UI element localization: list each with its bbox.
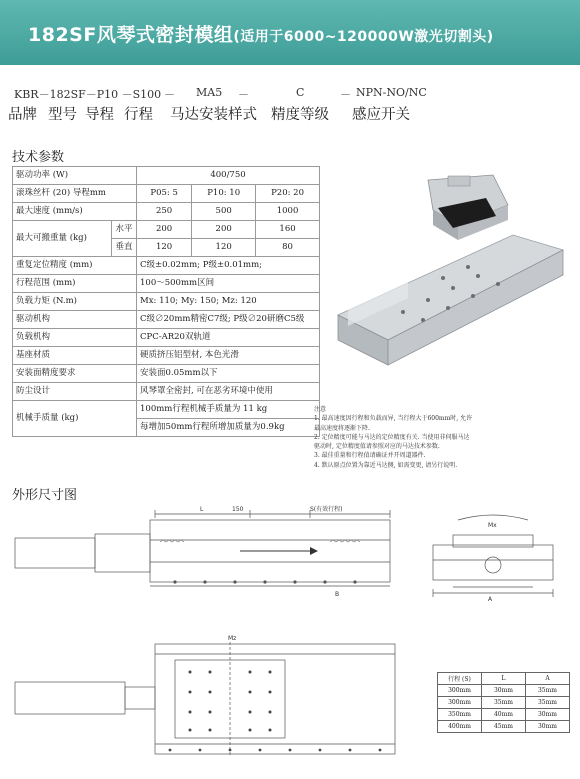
code-part: NPN-NO/NC <box>356 86 427 99</box>
spec-value: 200 <box>137 221 192 239</box>
table-row <box>13 221 320 239</box>
table-row <box>13 365 320 383</box>
spec-value: P20: 20 <box>256 185 320 203</box>
code-part: MA5 <box>196 86 223 99</box>
table-row <box>13 257 320 275</box>
spec-value: C级±0.02mm; P级±0.01mm; <box>137 257 320 275</box>
table-row <box>13 293 320 311</box>
code-label: 感应开关 <box>352 107 410 123</box>
note-item: 驱动时, 定位精度值请参照对应的马达技术参数. <box>314 443 440 451</box>
spec-value: C级∅20mm精密C7级; P级∅20研磨C5级 <box>137 311 320 329</box>
table-row <box>13 329 320 347</box>
spec-value: Mx: 110; My: 150; Mz: 120 <box>137 293 320 311</box>
code-label: 马达安装样式 <box>170 107 257 123</box>
spec-sublabel: 垂直 <box>112 239 137 257</box>
spec-value: 250 <box>137 203 192 221</box>
code-part: KBR－182SF－P10 －S100 <box>14 88 162 101</box>
spec-value: P10: 10 <box>192 185 256 203</box>
spec-value: 风琴罩全密封, 可在恶劣环境中使用 <box>137 383 320 401</box>
table-cell: 35mm <box>482 697 526 709</box>
spec-value: 500 <box>192 203 256 221</box>
table-row <box>13 347 320 365</box>
spec-label: 防尘设计 <box>13 383 137 401</box>
spec-label: 重复定位精度 (mm) <box>13 257 137 275</box>
code-label: 型号 <box>48 107 77 123</box>
code-label: 精度等级 <box>271 107 329 123</box>
mz-label: Mz <box>228 635 237 642</box>
spec-label: 机械手质量 (kg) <box>13 401 137 437</box>
table-row <box>438 685 570 697</box>
spec-value: 100mm行程机械手质量为 11 kg <box>137 401 320 419</box>
spec-value: 每增加50mm行程所增加质量为0.9kg <box>137 419 320 437</box>
table-row <box>13 275 320 293</box>
spec-value: 硬质挤压铝型材, 本色光滑 <box>137 347 320 365</box>
dim-a-label: A <box>488 596 493 603</box>
side-view-drawing <box>10 500 410 610</box>
table-row <box>13 203 320 221</box>
mx-label: Mx <box>488 522 497 529</box>
table-row <box>13 167 320 185</box>
table-cell: 300mm <box>438 697 482 709</box>
spec-label: 行程范围 (mm) <box>13 275 137 293</box>
notes-title: 注意 <box>314 406 327 413</box>
table-row <box>438 721 570 733</box>
col-header: A <box>526 673 570 685</box>
table-header-row <box>438 673 570 685</box>
title-sub: (适用于6000~120000W激光切割头) <box>233 29 494 45</box>
table-row <box>13 401 320 419</box>
table-row <box>438 697 570 709</box>
spec-label: 基座材质 <box>13 347 137 365</box>
spec-sublabel: 水平 <box>112 221 137 239</box>
table-cell: 40mm <box>482 709 526 721</box>
page-title <box>28 20 494 47</box>
spec-value: CPC-AR20双轨道 <box>137 329 320 347</box>
spec-label: 驱动机构 <box>13 311 137 329</box>
table-cell: 30mm <box>482 685 526 697</box>
spec-label: 安装面精度要求 <box>13 365 137 383</box>
code-part: － <box>340 88 351 101</box>
col-header: 行程 (S) <box>438 673 482 685</box>
product-image <box>308 170 573 400</box>
table-cell: 400mm <box>438 721 482 733</box>
specs-title: 技术参数 <box>12 150 65 165</box>
table-cell: 30mm <box>526 709 570 721</box>
header-banner <box>0 0 580 65</box>
spec-value: 1000 <box>256 203 320 221</box>
code-label: 品牌 <box>8 107 37 123</box>
spec-label: 负载力矩 (N.m) <box>13 293 137 311</box>
table-row <box>13 383 320 401</box>
dim-b-label: B <box>335 591 340 598</box>
note-item: 最高速度将逐渐下降. <box>314 424 370 432</box>
spec-value: 200 <box>192 221 256 239</box>
note-item: 3. 最佳重量和行程值请确证并开周道器件. <box>314 452 426 460</box>
spec-label: 滚珠丝杆 (20) 导程mm <box>13 185 137 203</box>
table-cell: 300mm <box>438 685 482 697</box>
table-cell: 45mm <box>482 721 526 733</box>
note-item: 1. 最高速度因行程和负载而异, 当行程大于600mm时, 允许 <box>314 415 473 423</box>
spec-value: P05: 5 <box>137 185 192 203</box>
spec-value: 160 <box>256 221 320 239</box>
notes-block <box>314 405 472 470</box>
end-view-drawing <box>418 505 568 605</box>
code-part: － <box>164 88 175 101</box>
dim-stroke-label: S(有效行程) <box>310 506 343 513</box>
table-cell: 350mm <box>438 709 482 721</box>
table-row <box>438 709 570 721</box>
spec-value: 安装面0.05mm以下 <box>137 365 320 383</box>
spec-label: 最大速度 (mm/s) <box>13 203 137 221</box>
spec-value: 400/750 <box>137 167 320 185</box>
code-part: C <box>296 86 305 99</box>
spec-label: 最大可搬重量 (kg) <box>13 221 112 257</box>
code-part: － <box>238 88 249 101</box>
code-label: 导程 <box>85 107 114 123</box>
dimension-table <box>437 672 570 733</box>
table-cell: 35mm <box>526 685 570 697</box>
spec-value: 80 <box>256 239 320 257</box>
spec-value: 120 <box>137 239 192 257</box>
table-cell: 30mm <box>526 721 570 733</box>
table-cell: 35mm <box>526 697 570 709</box>
col-header: L <box>482 673 526 685</box>
spec-value: 100～500mm区间 <box>137 275 320 293</box>
dim-l-label: L <box>200 506 204 513</box>
dim-150-label: 150 <box>232 506 244 513</box>
spec-table <box>12 166 320 437</box>
spec-value: 120 <box>192 239 256 257</box>
code-label: 行程 <box>124 107 153 123</box>
spec-label: 驱动功率 (W) <box>13 167 137 185</box>
top-view-drawing <box>10 632 410 762</box>
drawing-title: 外形尺寸图 <box>12 488 78 503</box>
table-row <box>13 185 320 203</box>
note-item: 2. 定位精度可能与马达的定位精度有关. 当使用非伺服马达 <box>314 433 470 441</box>
spec-label: 负载机构 <box>13 329 137 347</box>
table-row <box>13 311 320 329</box>
note-item: 4. 默认原点位置为靠近马达侧, 如需变更, 请另行说明. <box>314 461 458 469</box>
title-main: 182SF风琴式密封模组 <box>28 24 234 46</box>
